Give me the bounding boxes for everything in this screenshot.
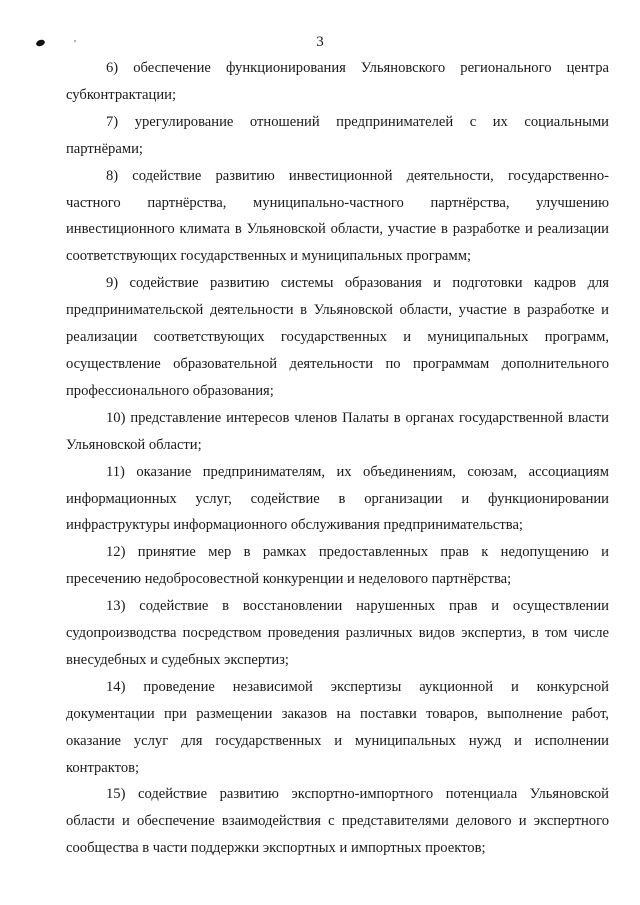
page-number: 3 bbox=[316, 34, 324, 50]
list-item-12: 12) принятие мер в рамках предоставленных прав к недопущению и пресечению недобросовестной конкуренции и неделового партнёрства; bbox=[66, 544, 609, 588]
list-item-9: 9) содействие развитию системы образования и подготовки кадров для предпринимательской деятельности в Ульяновской области, участие в разработке и реализации соответствующих государственных и муниципальных программ, осуществление образовательной деятельности по программам дополнительного профессионального образования; bbox=[66, 275, 609, 399]
list-item-8: 8) содействие развитию инвестиционной деятельности, государственно-частного партнёрства, муниципально-частного партнёрства, улучшению инвестиционного климата в Ульяновской области, участие в разработке и реализации соответствующих государственных и муниципальных программ; bbox=[66, 167, 609, 265]
document-body bbox=[66, 55, 609, 862]
list-item-6: 6) обеспечение функционирования Ульяновского регионального центра субконтрактации; bbox=[66, 60, 609, 103]
list-item-7: 7) урегулирование отношений предпринимателей с их социальными партнёрами; bbox=[66, 113, 609, 157]
list-item-11: 11) оказание предпринимателям, их объединениям, союзам, ассоциациям информационных услуг, содействие в организации и функционировании инфраструктуры информационного обслуживания предпринимательства; bbox=[66, 463, 609, 534]
list-item-10: 10) представление интересов членов Палаты в органах государственной власти Ульяновской области; bbox=[66, 409, 609, 453]
list-item-15: 15) содействие развитию экспортно-импортного потенциала Ульяновской области и обеспечение взаимодействия с представителями делового и экспертного сообщества в части поддержки экспортных и импортных проектов; bbox=[66, 786, 609, 857]
list-item-14: 14) проведение независимой экспертизы аукционной и конкурсной документации при размещении заказов на поставки товаров, выполнение работ, оказание услуг для государственных и муниципальных нужд и исполнении контрактов; bbox=[66, 678, 609, 776]
list-item-13: 13) содействие в восстановлении нарушенных прав и осуществлении судопроизводства посредством проведения различных видов экспертиз, в том числе внесудебных и судебных экспертиз; bbox=[66, 598, 609, 668]
